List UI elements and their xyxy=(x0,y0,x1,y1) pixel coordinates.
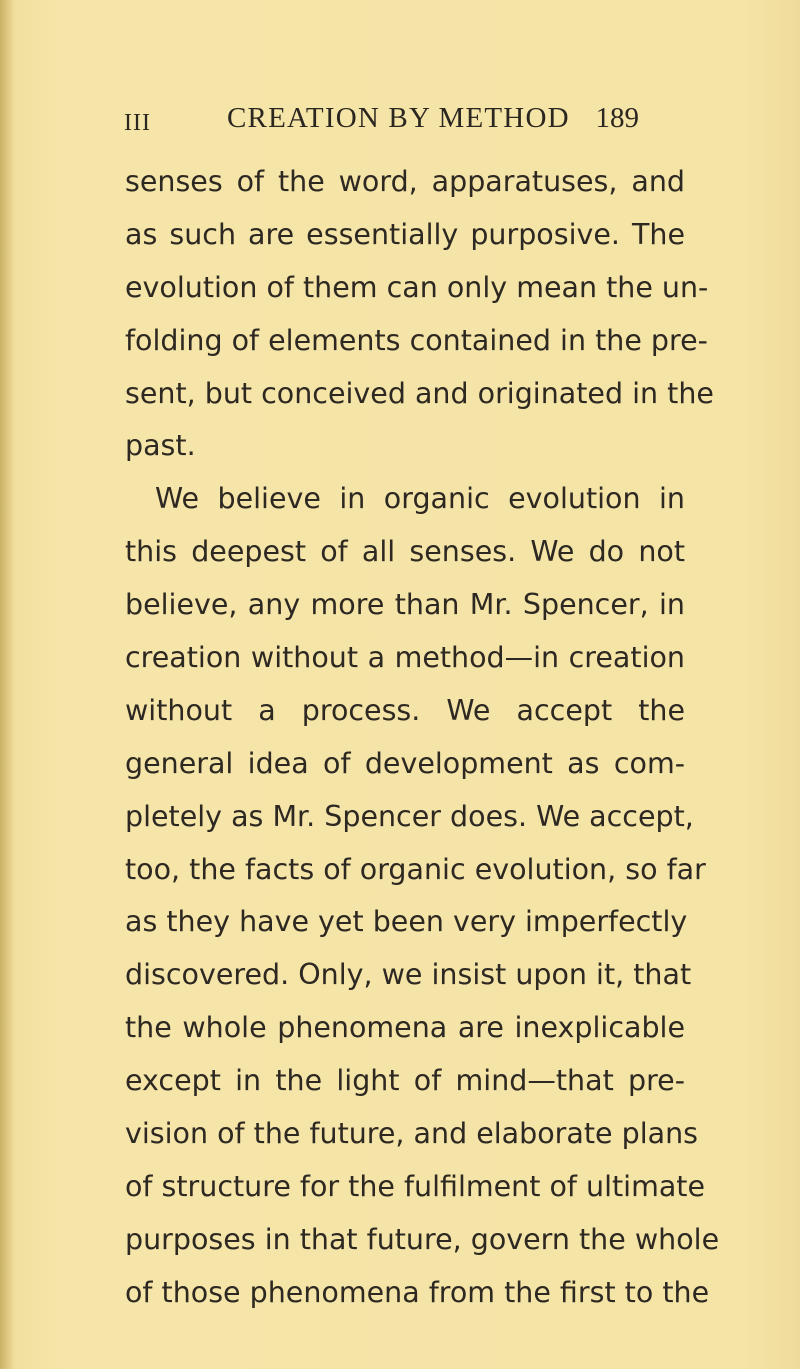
chapter-title: CREATION BY METHOD xyxy=(227,102,570,134)
text-line: except in the light of mind—that pre- xyxy=(125,1064,685,1098)
text-line: believe, any more than Mr. Spencer, in xyxy=(125,588,685,622)
chapter-number: III xyxy=(124,110,151,136)
gutter-shadow xyxy=(0,0,14,1369)
text-line: purposes in that future, govern the whole xyxy=(125,1222,720,1256)
text-line: too, the facts of organic evolution, so far xyxy=(125,852,706,886)
page-number: 189 xyxy=(595,102,639,134)
text-line: sent, but conceived and originated in the xyxy=(125,376,714,410)
text-line: the whole phenomena are inexplicable xyxy=(125,1011,685,1045)
text-line: folding of elements contained in the pre- xyxy=(125,323,708,357)
text-line: pletely as Mr. Spencer does. We accept, xyxy=(125,799,694,833)
text-line: creation without a method—in creation xyxy=(125,641,685,675)
text-line: as such are essentially purposive. The xyxy=(125,217,685,251)
text-line: as they have yet been very imperfectly xyxy=(125,905,688,939)
text-line: of those phenomena from the first to the xyxy=(125,1275,710,1309)
text-line: of structure for the fulfilment of ultimate xyxy=(125,1169,706,1203)
text-line: this deepest of all senses. We do not xyxy=(125,535,685,569)
paragraph-start-line: We believe in organic evolution in xyxy=(155,482,685,516)
running-head xyxy=(124,102,639,142)
text-line: evolution of them can only mean the un- xyxy=(125,270,709,304)
body-text xyxy=(125,156,720,1320)
text-line: senses of the word, apparatuses, and xyxy=(125,165,685,198)
text-line: past. xyxy=(125,429,196,463)
text-line: discovered. Only, we insist upon it, that xyxy=(125,958,692,992)
text-line: general idea of development as com- xyxy=(125,746,685,780)
text-line: without a process. We accept the xyxy=(125,693,685,727)
text-line: vision of the future, and elaborate plans xyxy=(125,1117,699,1151)
